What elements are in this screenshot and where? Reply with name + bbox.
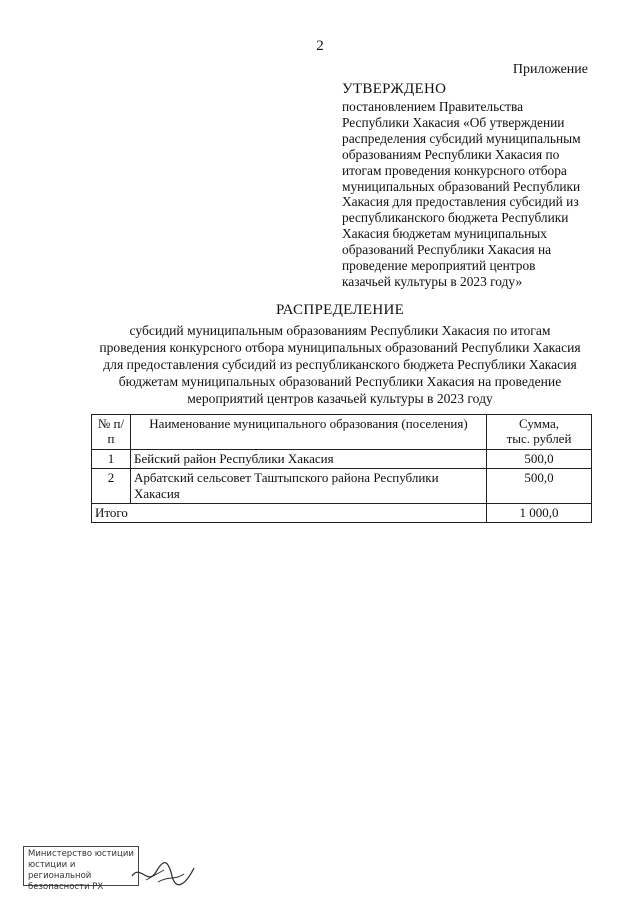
signature-icon [128, 846, 198, 896]
approval-text: постановлением Правительства Республики Хакасия «Об утверждении распределения субсидий муниципальным образованиям Республики Хакасия по итогам проведения конкурсного отбора муниципальных образований Республики Хакасия для предоставления субсидий из республиканского бюджета Республики Хакасия бюджетам муниципальных образований Республики Хакасия на проведение мероприятий центров казачьей культуры в 2023 году» [342, 99, 581, 289]
table-row [92, 469, 592, 504]
table-row [92, 450, 592, 469]
approval-block [342, 80, 592, 290]
distribution-table [91, 414, 592, 523]
approval-title: УТВЕРЖДЕНО [342, 81, 447, 97]
header-name: Наименование муниципального образования (поселения) [131, 415, 487, 450]
appendix-label: Приложение [512, 62, 588, 77]
total-sum: 1 000,0 [487, 504, 592, 523]
document-subtitle: субсидий муниципальным образованиям Республики Хакасия по итогам проведения конкурсного отбора муниципальных образований Республики Хакасия для предоставления субсидий из республиканского бюджета Республики Хакасия бюджетам муниципальных образований Республики Хакасия на проведение мероприятий центров казачьей культуры в 2023 году [99, 323, 581, 406]
row-name: Бейский район Республики Хакасия [131, 450, 487, 469]
total-label: Итого [92, 504, 487, 523]
registration-stamp: Министерство юстиции юстиции и региональной безопасности РХ [23, 846, 139, 886]
row-name: Арбатский сельсовет Таштыпского района Республики Хакасия [131, 469, 487, 504]
table-total-row [92, 504, 592, 523]
header-num: № п/п [92, 415, 131, 450]
row-num: 1 [92, 450, 131, 469]
table-header-row [92, 415, 592, 450]
document-title: РАСПРЕДЕЛЕНИЕ [275, 302, 405, 318]
row-num: 2 [92, 469, 131, 504]
header-sum: Сумма, тыс. рублей [487, 415, 592, 450]
page-number: 2 [316, 38, 324, 54]
row-sum: 500,0 [487, 450, 592, 469]
row-sum: 500,0 [487, 469, 592, 504]
